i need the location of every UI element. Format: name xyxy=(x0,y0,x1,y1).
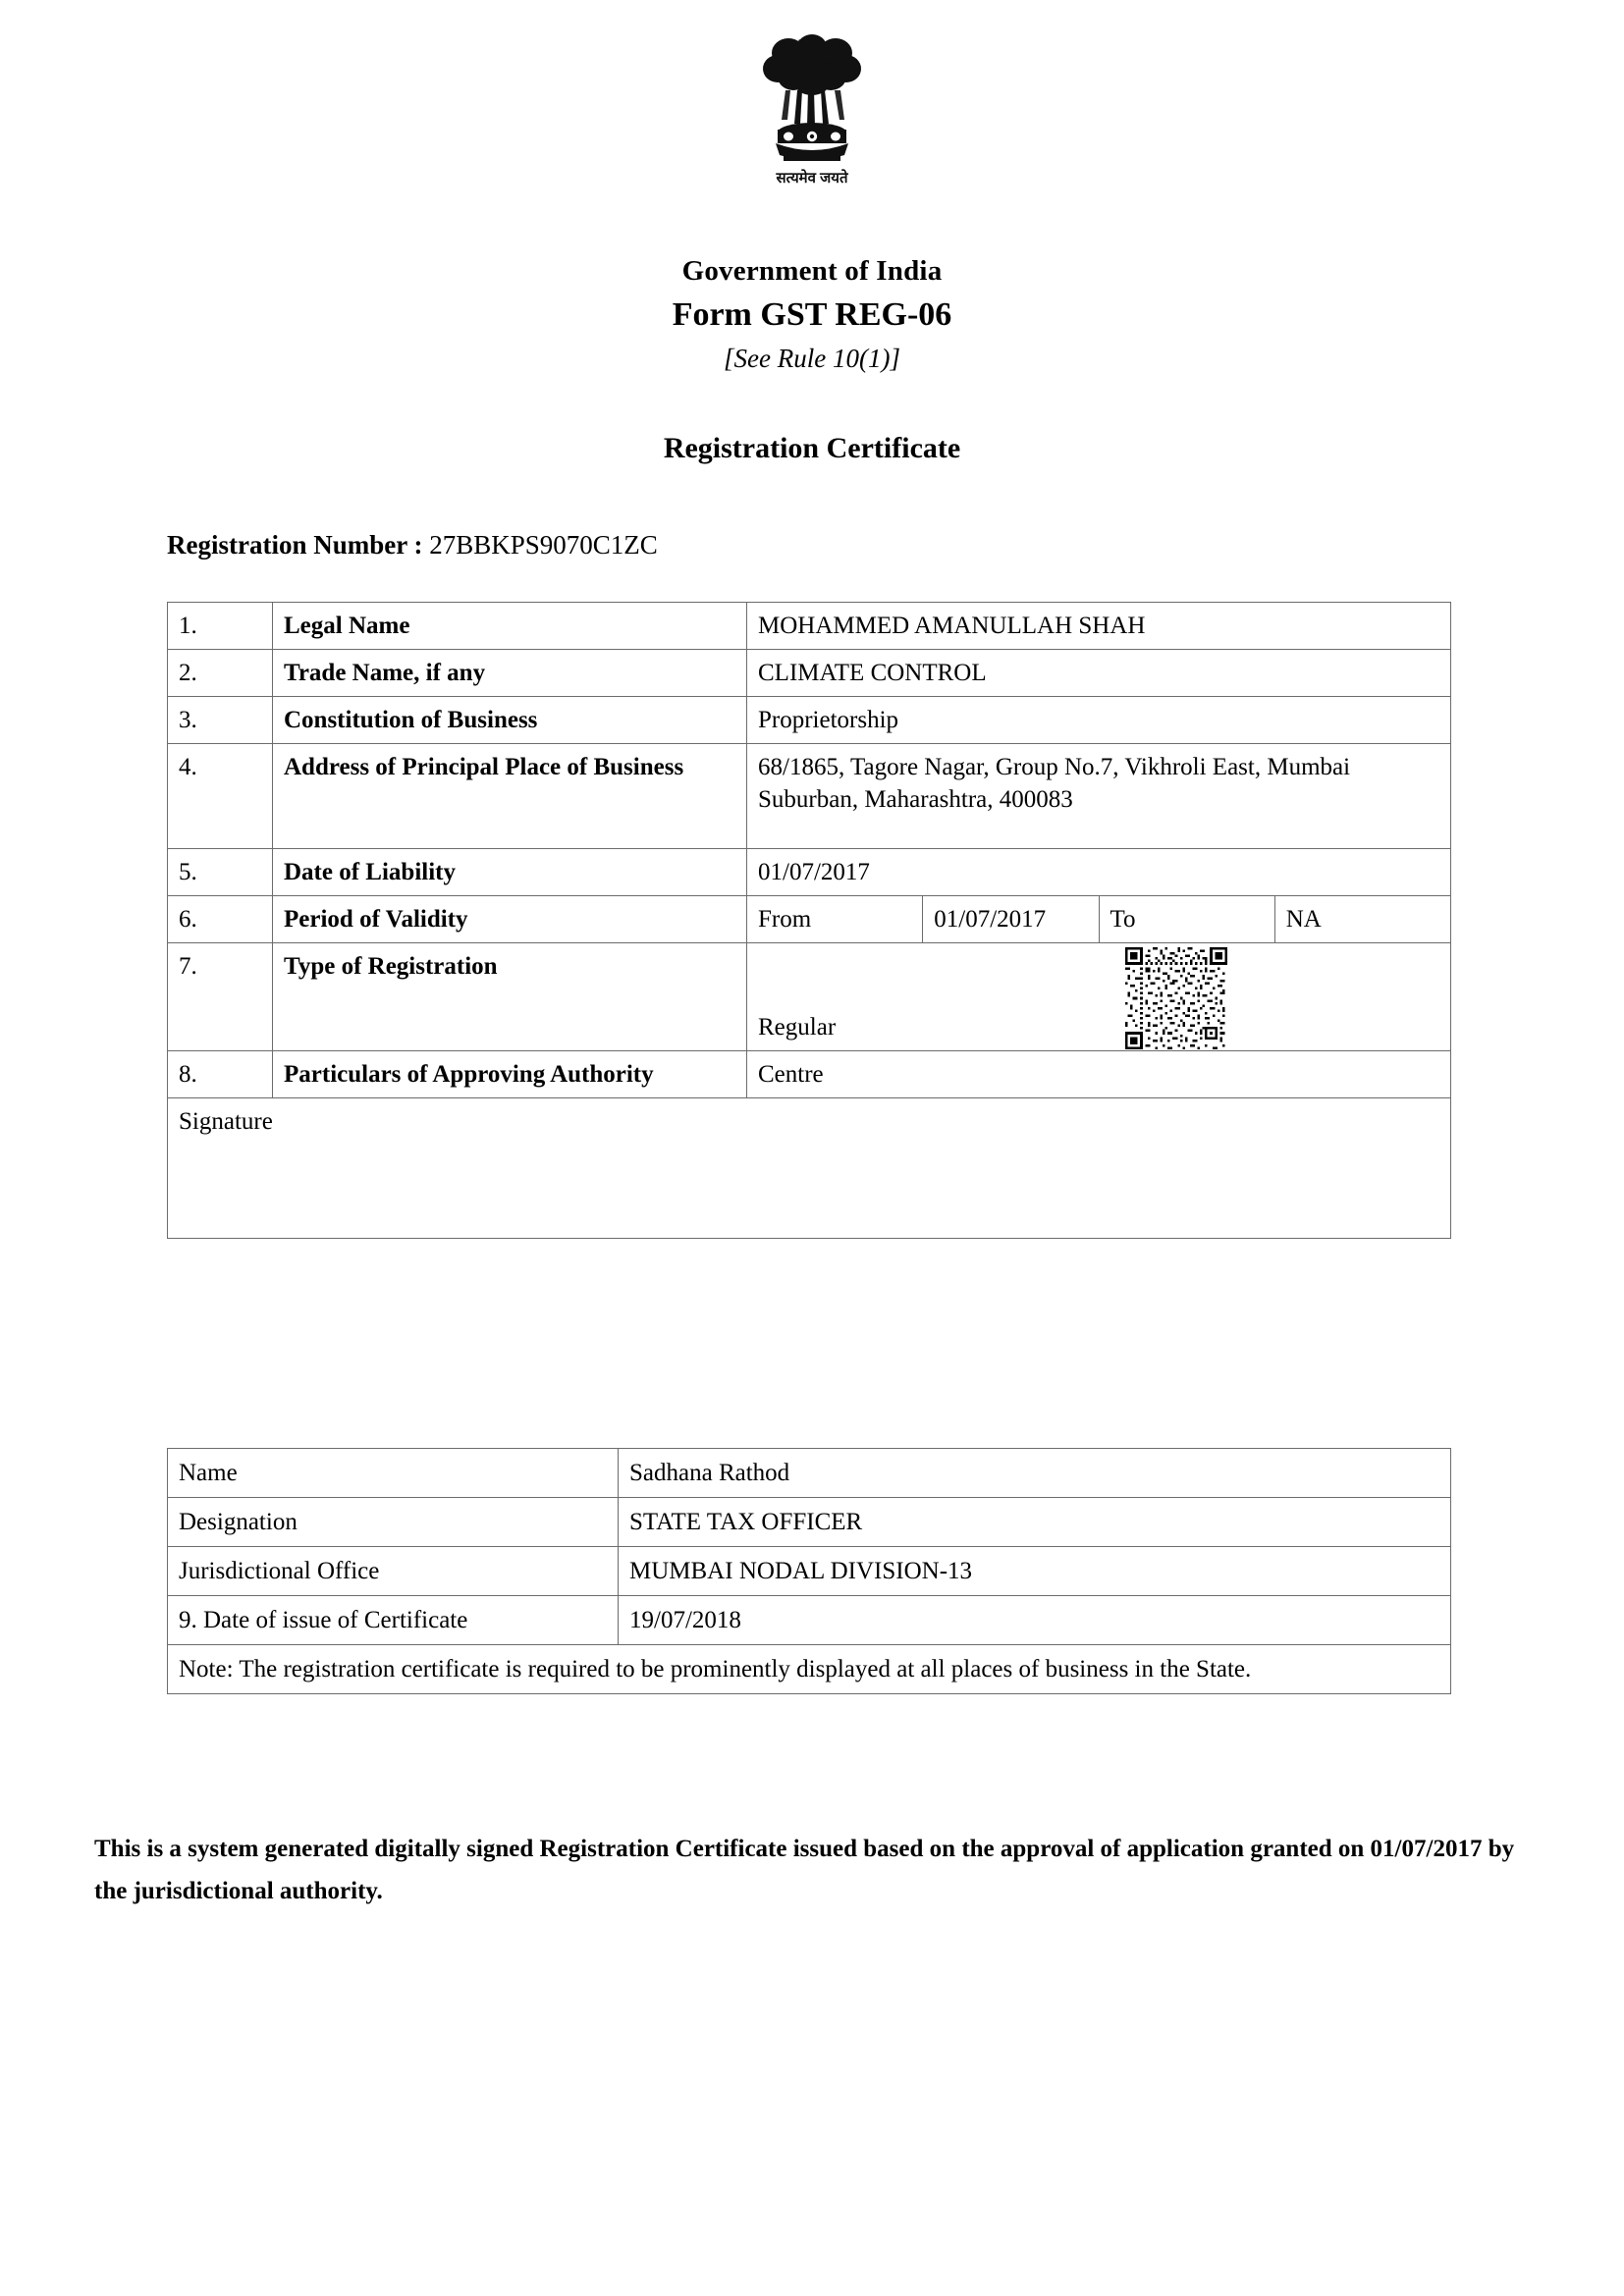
row-label: Type of Registration xyxy=(273,943,747,1051)
table-row xyxy=(168,650,1451,697)
title-block xyxy=(0,253,1624,376)
row-label: Date of Liability xyxy=(273,849,747,896)
table-row xyxy=(168,943,1451,1051)
row-value: 68/1865, Tagore Nagar, Group No.7, Vikhroli East, Mumbai Suburban, Maharashtra, 400083 xyxy=(747,744,1451,849)
row-label: Name xyxy=(168,1449,619,1498)
display-note: Note: The registration certificate is required to be prominently displayed at all places of business in the State. xyxy=(168,1645,1451,1694)
table-row xyxy=(168,849,1451,896)
government-line: Government of India xyxy=(681,255,943,287)
rule-reference: [See Rule 10(1)] xyxy=(724,343,900,373)
table-row xyxy=(168,1449,1451,1498)
row-value: MOHAMMED AMANULLAH SHAH xyxy=(747,603,1451,650)
row-value: Regular xyxy=(758,1014,837,1041)
row-serial: 8. xyxy=(168,1051,273,1098)
table-row xyxy=(168,1051,1451,1098)
row-serial: 4. xyxy=(168,744,273,849)
table-row xyxy=(168,744,1451,849)
row-label: Trade Name, if any xyxy=(273,650,747,697)
registration-number xyxy=(167,530,658,561)
signature-label: Signature xyxy=(168,1098,1451,1239)
table-row xyxy=(168,1547,1451,1596)
row-label: Particulars of Approving Authority xyxy=(273,1051,747,1098)
emblem-container xyxy=(0,18,1624,194)
validity-to-value: NA xyxy=(1274,896,1450,943)
validity-from-label: From xyxy=(747,896,923,943)
row-label: Legal Name xyxy=(273,603,747,650)
page-title: Registration Certificate xyxy=(663,432,961,464)
table-row xyxy=(168,603,1451,650)
row-serial: 3. xyxy=(168,697,273,744)
row-serial: 5. xyxy=(168,849,273,896)
registration-details-table xyxy=(167,602,1451,1239)
row-value: 01/07/2017 xyxy=(747,849,1451,896)
approving-authority-table xyxy=(167,1448,1451,1694)
india-national-emblem-icon xyxy=(754,18,870,189)
row-label: Jurisdictional Office xyxy=(168,1547,619,1596)
system-generated-note: This is a system generated digitally signed Registration Certificate issued based on the approval of application granted on 01/07/2017 by the jurisdictional authority. xyxy=(94,1836,1515,1904)
row-value: STATE TAX OFFICER xyxy=(619,1498,1451,1547)
row-label: Address of Principal Place of Business xyxy=(273,744,747,849)
table-row xyxy=(168,697,1451,744)
registration-number-label: Registration Number : xyxy=(167,530,423,560)
row-label: 9. Date of issue of Certificate xyxy=(168,1596,619,1645)
row-serial: 7. xyxy=(168,943,273,1051)
row-serial: 1. xyxy=(168,603,273,650)
table-row xyxy=(168,1498,1451,1547)
row-value: 19/07/2018 xyxy=(619,1596,1451,1645)
table-row xyxy=(168,896,1451,943)
row-value-cell xyxy=(747,943,1451,1051)
note-row xyxy=(168,1645,1451,1694)
table-row xyxy=(168,1596,1451,1645)
signature-row xyxy=(168,1098,1451,1239)
qr-code-icon xyxy=(1125,947,1227,1049)
row-value: Proprietorship xyxy=(747,697,1451,744)
row-label: Designation xyxy=(168,1498,619,1547)
row-label: Period of Validity xyxy=(273,896,747,943)
row-label: Constitution of Business xyxy=(273,697,747,744)
row-serial: 2. xyxy=(168,650,273,697)
row-serial: 6. xyxy=(168,896,273,943)
row-value: Sadhana Rathod xyxy=(619,1449,1451,1498)
validity-to-label: To xyxy=(1099,896,1274,943)
validity-from-value: 01/07/2017 xyxy=(923,896,1099,943)
row-value: CLIMATE CONTROL xyxy=(747,650,1451,697)
form-title: Form GST REG-06 xyxy=(672,296,952,334)
row-value: Centre xyxy=(747,1051,1451,1098)
emblem-motto-text: सत्यमेव जयते xyxy=(776,170,848,187)
registration-number-value: 27BBKPS9070C1ZC xyxy=(429,530,658,560)
row-value: MUMBAI NODAL DIVISION-13 xyxy=(619,1547,1451,1596)
